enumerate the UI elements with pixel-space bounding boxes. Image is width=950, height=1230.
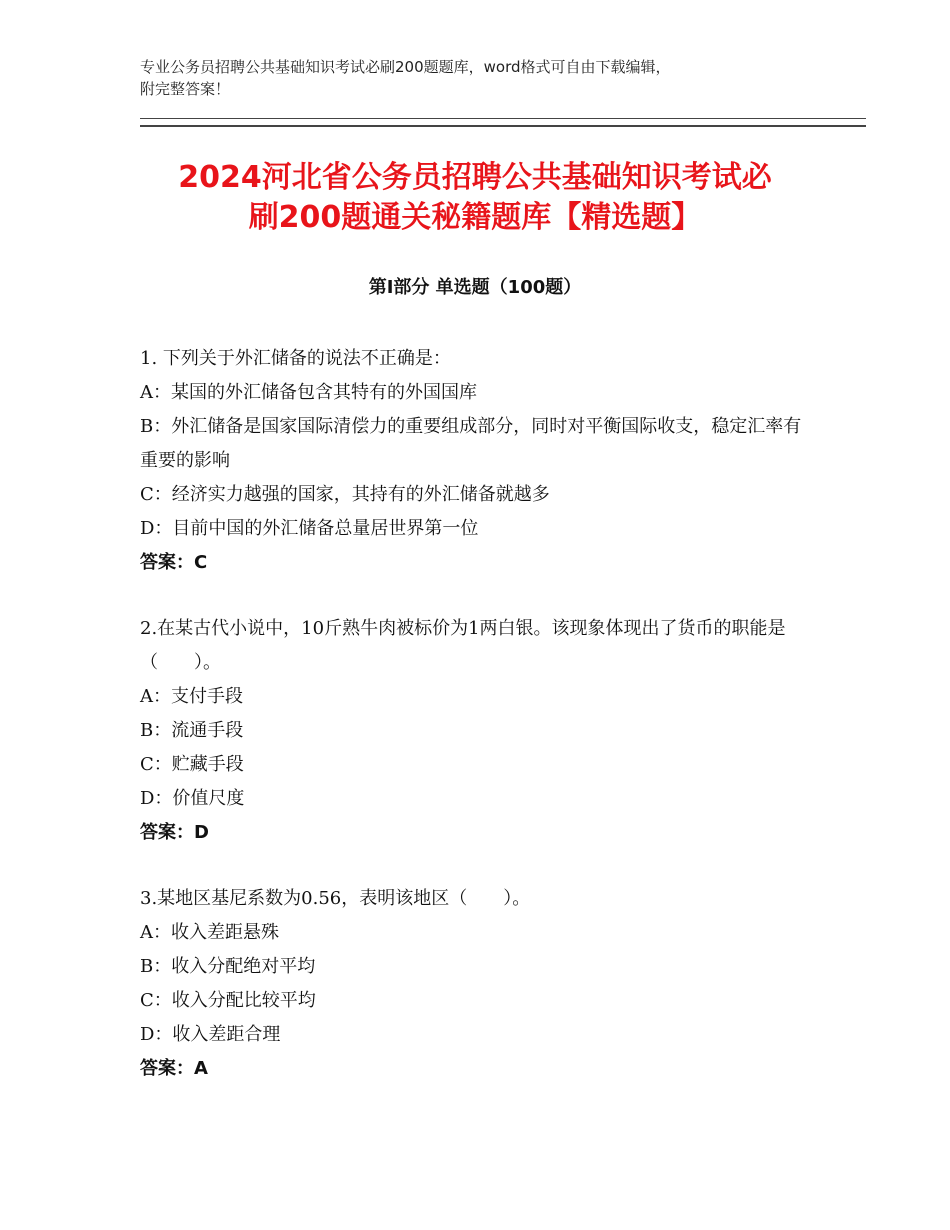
question-2 xyxy=(140,612,810,850)
question-1 xyxy=(140,342,810,580)
question-3 xyxy=(140,882,810,1086)
option-b: B：外汇储备是国家国际清偿力的重要组成部分，同时对平衡国际收支，稳定汇率有重要的影响 xyxy=(140,416,802,471)
option-c: C：经济实力越强的国家，其持有的外汇储备就越多 xyxy=(140,484,550,505)
option-b: B：收入分配绝对平均 xyxy=(140,956,316,977)
option-a: A：收入差距悬殊 xyxy=(140,922,279,943)
option-a: A：某国的外汇储备包含其特有的外国国库 xyxy=(140,382,477,403)
header-note xyxy=(140,56,840,100)
header-note-line-1: 专业公务员招聘公共基础知识考试必刷200题题库，word格式可自由下载编辑， xyxy=(140,58,671,76)
option-d: D：收入差距合理 xyxy=(140,1024,281,1045)
option-a: A：支付手段 xyxy=(140,686,243,707)
document-title xyxy=(100,158,850,238)
header-divider xyxy=(140,118,866,127)
option-c: C：收入分配比较平均 xyxy=(140,990,316,1011)
answer: 答案：A xyxy=(140,1058,208,1079)
option-d: D：价值尺度 xyxy=(140,788,245,809)
document-title-line-1: 2024河北省公务员招聘公共基础知识考试必 xyxy=(178,160,772,195)
option-c: C：贮藏手段 xyxy=(140,754,244,775)
question-stem: 3.某地区基尼系数为0.56，表明该地区（ ）。 xyxy=(140,888,531,909)
option-b: B：流通手段 xyxy=(140,720,244,741)
option-d: D：目前中国的外汇储备总量居世界第一位 xyxy=(140,518,479,539)
document-title-line-2: 刷200题通关秘籍题库【精选题】 xyxy=(248,200,702,235)
section-title: 第Ⅰ部分 单选题（100题） xyxy=(368,277,582,298)
question-list xyxy=(140,342,810,1118)
header-note-line-2: 附完整答案！ xyxy=(140,80,231,98)
answer: 答案：D xyxy=(140,822,209,843)
question-stem: 2.在某古代小说中，10斤熟牛肉被标价为1两白银。该现象体现出了货币的职能是（ ）。 xyxy=(140,618,786,673)
question-stem: 1. 下列关于外汇储备的说法不正确是： xyxy=(140,348,451,369)
answer: 答案：C xyxy=(140,552,208,573)
